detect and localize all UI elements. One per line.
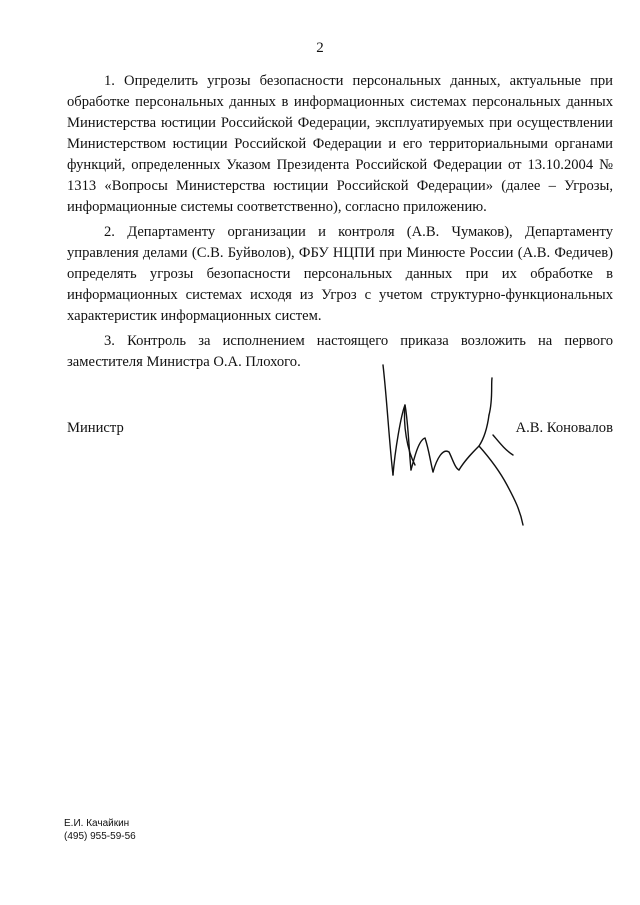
- handwritten-signature: [375, 360, 535, 530]
- executor-phone: (495) 955-59-56: [64, 831, 136, 842]
- paragraph-3: 3. Контроль за исполнением настоящего приказа возложить на первого заместителя Министра О.А. Плохого.: [67, 333, 613, 370]
- signatory-title: Министр: [67, 420, 124, 436]
- document-body: [67, 71, 613, 377]
- page-number: 2: [316, 40, 324, 56]
- signatory-name: А.В. Коновалов: [515, 420, 613, 436]
- paragraph-2: 2. Департаменту организации и контроля (А.В. Чумаков), Департаменту управления делами (С.В. Буйволов), ФБУ НЦПИ при Минюсте России (А.В. Федичев) определять угрозы безопасности персональных данных при их обработке в информационных системах исходя из Угроз с учетом структурно-функциональных характеристик информационных систем.: [67, 224, 613, 324]
- executor-info: [64, 817, 136, 843]
- executor-name: Е.И. Качайкин: [64, 818, 130, 829]
- paragraph-1: 1. Определить угрозы безопасности персональных данных, актуальные при обработке персональных данных в информационных системах персональных данных Министерства юстиции Российской Федерации, эксплуатируемых при осуществлении Министерством юстиции Российской Федерации и его территориальными органами функций, определенных Указом Президента Российской Федерации от 13.10.2004 № 1313 «Вопросы Министерства юстиции Российской Федерации» (далее – Угрозы, информационные системы соответственно), согласно приложению.: [67, 73, 613, 215]
